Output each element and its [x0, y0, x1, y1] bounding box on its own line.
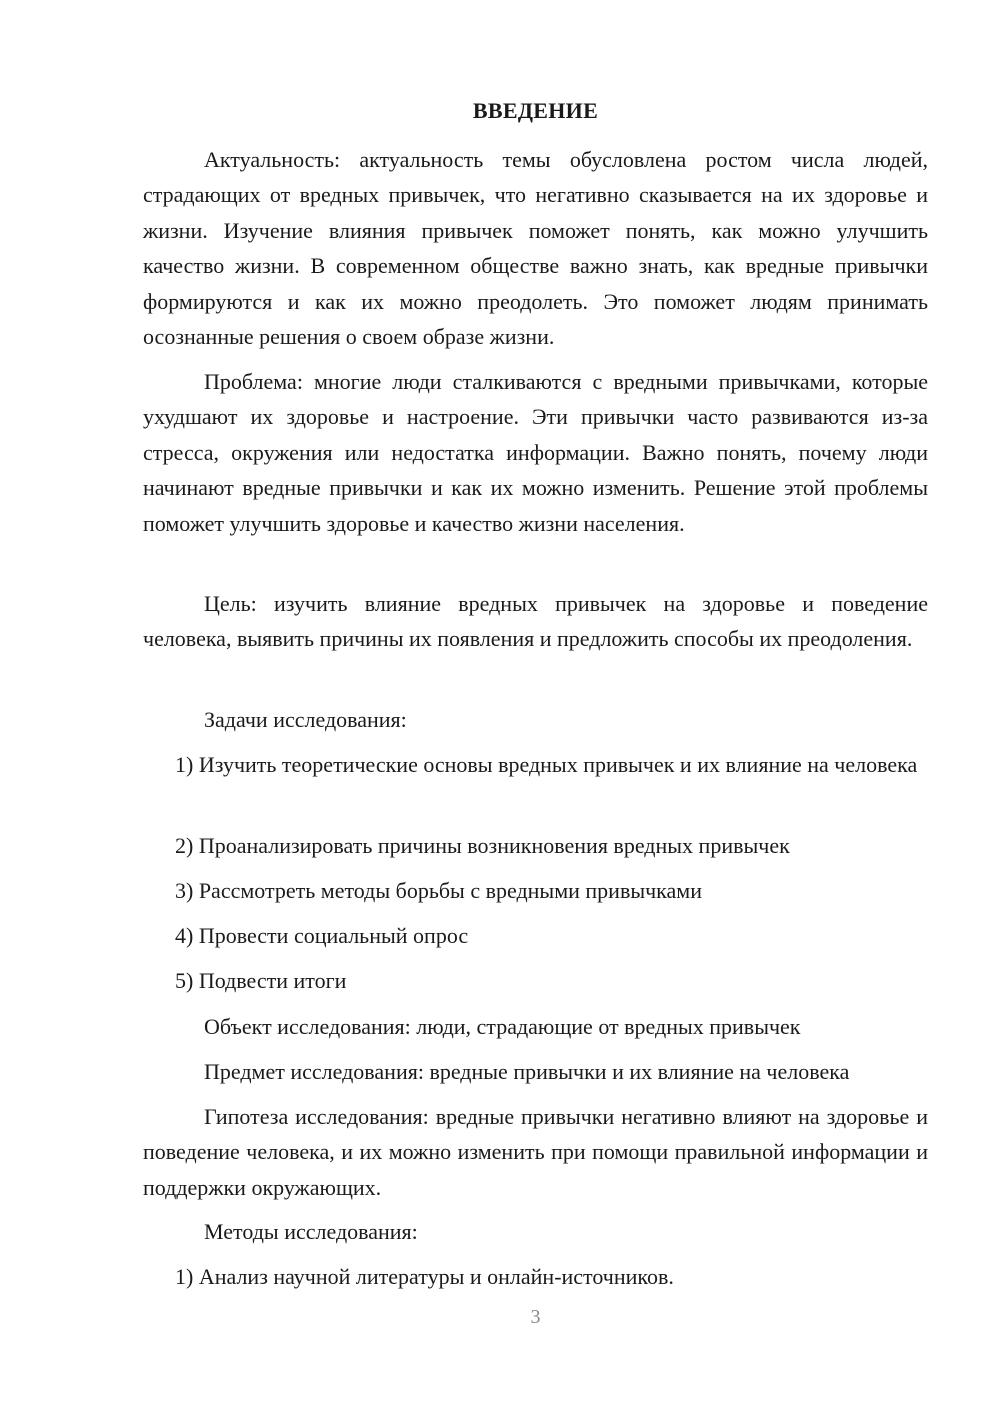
relevance-paragraph: Актуальность: актуальность темы обусловлена ростом числа людей, страдающих от вредных привычек, что негативно сказывается на их здоровье и жизни. Изучение влияния привычек поможет понять, как можно улучшить качество жизни. В современном обществе важно знать, как вредные привычки формируются и как их можно преодолеть. Это поможет людям принимать осознанные решения о своем образе жизни. — [143, 147, 928, 350]
subject-line: Предмет исследования: вредные привычки и их влияние на человека — [204, 1059, 850, 1084]
task-item-4: 4) Провести социальный опрос — [175, 923, 469, 948]
methods-heading: Методы исследования: — [204, 1219, 418, 1244]
task-item-1: 1) Изучить теоретические основы вредных привычек и их влияние на человека — [175, 752, 918, 777]
problem-paragraph: Проблема: многие люди сталкиваются с вредными привычками, которые ухудшают их здоровье и настроение. Эти привычки часто развиваются из-за стресса, окружения или недостатка информации. Важно понять, почему люди начинают вредные привычки и как их можно изменить. Решение этой проблемы поможет улучшить здоровье и качество жизни населения. — [143, 369, 928, 536]
task-item-2: 2) Проанализировать причины возникновения вредных привычек — [175, 833, 790, 858]
section-heading: ВВЕДЕНИЕ — [472, 98, 599, 123]
tasks-heading: Задачи исследования: — [204, 707, 407, 732]
object-line: Объект исследования: люди, страдающие от вредных привычек — [204, 1014, 801, 1039]
task-item-5: 5) Подвести итоги — [175, 968, 347, 993]
hypothesis-paragraph: Гипотеза исследования: вредные привычки негативно влияют на здоровье и поведение человека, и их можно изменить при помощи правильной информации и поддержки окружающих. — [143, 1104, 928, 1200]
task-item-3: 3) Рассмотреть методы борьбы с вредными привычками — [175, 878, 703, 903]
page-number: 3 — [530, 1306, 541, 1328]
goal-paragraph: Цель: изучить влияние вредных привычек на здоровье и поведение человека, выявить причины их появления и предложить способы их преодоления. — [143, 591, 928, 652]
method-item-1: 1) Анализ научной литературы и онлайн-источников. — [175, 1264, 674, 1289]
